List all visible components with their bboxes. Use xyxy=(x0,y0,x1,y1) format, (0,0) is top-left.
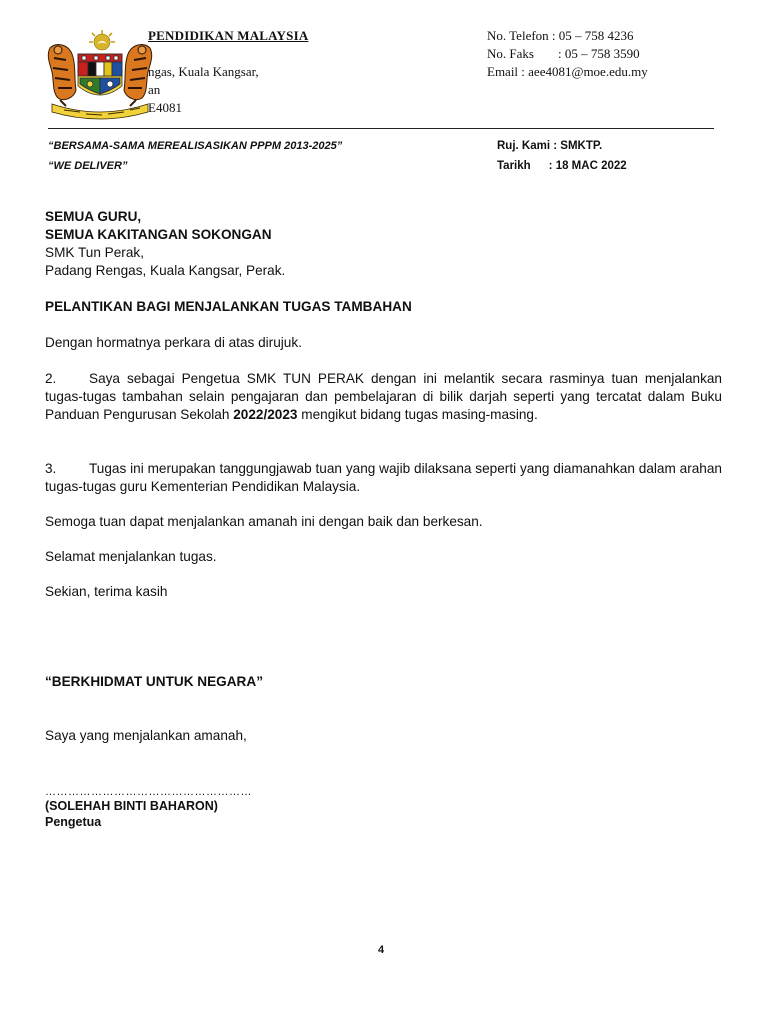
signatory-block xyxy=(45,798,218,830)
trust-line: Saya yang menjalankan amanah, xyxy=(45,728,247,743)
recipient-block xyxy=(45,208,722,280)
address-line-2: an xyxy=(148,82,161,97)
paragraph-3 xyxy=(45,460,722,496)
paragraph-3-number: 3. xyxy=(45,461,57,476)
fax-value: : 05 – 758 3590 xyxy=(557,46,640,61)
coat-of-arms-icon xyxy=(44,28,156,120)
recipient-line-3: SMK Tun Perak, xyxy=(45,245,144,260)
recipient-line-2: SEMUA KAKITANGAN SOKONGAN xyxy=(45,227,272,242)
date-label: Tarikh xyxy=(497,160,531,172)
address-line-1: ngas, Kuala Kangsar, xyxy=(148,64,259,79)
signatory-title: Pengetua xyxy=(45,815,102,829)
motto-we-deliver: “WE DELIVER” xyxy=(48,160,128,172)
phone-number: No. Telefon : 05 – 758 4236 xyxy=(487,28,634,43)
paragraph-2 xyxy=(45,370,722,424)
page-number: 4 xyxy=(378,944,385,956)
recipient-line-1: SEMUA GURU, xyxy=(45,209,142,224)
letter-date xyxy=(497,156,627,176)
wish-line: Semoga tuan dapat menjalankan amanah ini dengan baik dan berkesan. xyxy=(45,514,483,529)
reference-number xyxy=(497,136,627,156)
paragraph-2-text: Saya sebagai Pengetua SMK TUN PERAK dengan ini melantik secara rasminya tuan menjalankan tugas-tugas tambahan selain pengajaran dan pembelajaran di bilik darjah seperti yang tercatat dalam Buku Panduan Pengurusan Sekolah xyxy=(45,371,722,422)
paragraph-3-text: Tugas ini merupakan tanggungjawab tuan yang wajib dilaksana seperti yang diamanahkan dalam arahan tugas-tugas guru Kementerian Pendidikan Malaysia. xyxy=(45,461,722,494)
letter-subject: PELANTIKAN BAGI MENJALANKAN TUGAS TAMBAHAN xyxy=(45,299,412,314)
letterhead-contact xyxy=(487,27,648,81)
letterhead-left xyxy=(148,27,308,117)
date-value: : 18 MAC 2022 xyxy=(548,160,627,172)
header-divider xyxy=(48,128,714,129)
email-address: Email : aee4081@moe.edu.my xyxy=(487,64,648,79)
ref-label: Ruj. Kami xyxy=(497,140,551,152)
academic-year: 2022/2023 xyxy=(233,407,298,422)
ministry-name: PENDIDIKAN MALAYSIA xyxy=(148,28,309,43)
fax-label: No. Faks xyxy=(487,46,534,61)
reference-block xyxy=(497,136,627,176)
ref-value: : SMKTP. xyxy=(553,140,603,152)
fax-row xyxy=(487,45,648,63)
school-code: E4081 xyxy=(148,100,182,115)
recipient-line-4: Padang Rengas, Kuala Kangsar, Perak. xyxy=(45,263,286,278)
opening-line: Dengan hormatnya perkara di atas dirujuk. xyxy=(45,335,302,350)
paragraph-2-number: 2. xyxy=(45,371,57,386)
good-luck-line: Selamat menjalankan tugas. xyxy=(45,549,217,564)
signature-line: ……………………………………………… xyxy=(45,786,252,798)
thanks-line: Sekian, terima kasih xyxy=(45,584,168,599)
closing-motto: “BERKHIDMAT UNTUK NEGARA” xyxy=(45,674,263,689)
motto-pppm: “BERSAMA-SAMA MEREALISASIKAN PPPM 2013-2025” xyxy=(48,140,343,152)
signatory-name: (SOLEHAH BINTI BAHARON) xyxy=(45,799,218,813)
paragraph-2-text-end: mengikut bidang tugas masing-masing. xyxy=(297,407,538,422)
header-mottos xyxy=(48,136,342,176)
